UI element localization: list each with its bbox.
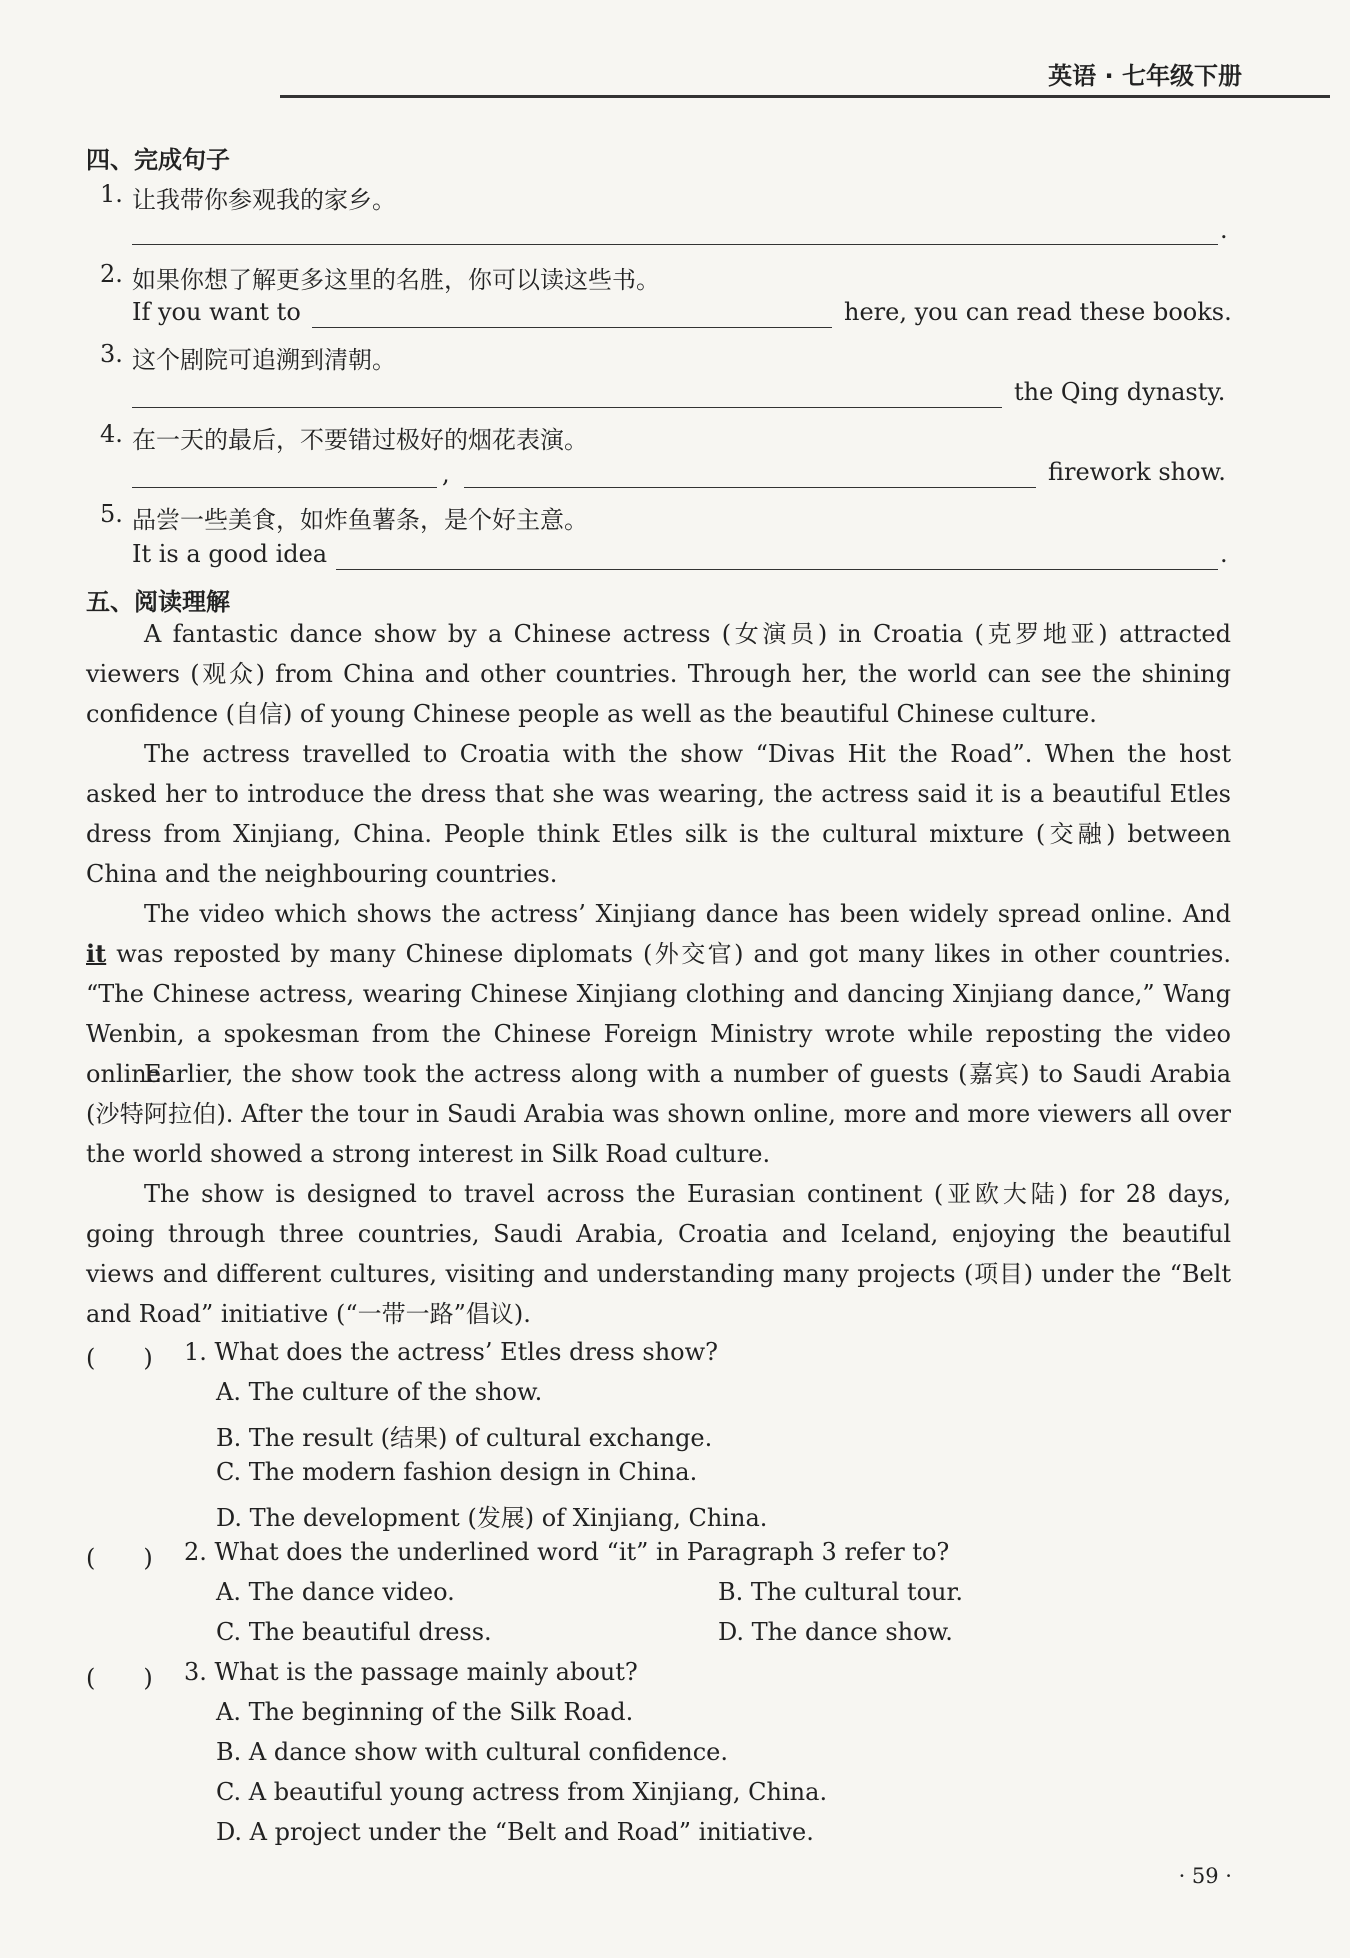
item5-number: 5.	[100, 500, 123, 528]
paragraph-3-rest: was reposted by many Chinese diplomats (外交官) and got many likes in other countries. “The Chinese actress, wearing Chinese Xinjiang clothing and dancing Xinjiang dance,” Wang Wenbin, a spokesman from the Chinese Foreign Ministry wrote while reposting the video online.	[86, 940, 1231, 1088]
passage-paragraph-2: The actress travelled to Croatia with the show “Divas Hit the Road”. When the host asked her to introduce the dress that she was wearing, the actress said it is a beautiful Etles dress from Xinjiang, China. People think Etles silk is the cultural mixture (交融) between China and the neighbouring countries.	[86, 740, 1231, 888]
item2-number: 2.	[100, 260, 123, 288]
item4-english-end: firework show.	[1048, 458, 1226, 486]
item3-english-end: the Qing dynasty.	[1014, 378, 1226, 406]
item2-chinese: 如果你想了解更多这里的名胜，你可以读这些书。	[132, 266, 660, 294]
header-title: 英语 · 七年级下册	[1048, 62, 1242, 90]
item5-answer-blank[interactable]	[336, 569, 1218, 570]
item1-answer-blank[interactable]	[132, 244, 1218, 245]
item4-answer-blank-1[interactable]	[132, 487, 437, 488]
question-1-option-a: A. The culture of the show.	[216, 1378, 543, 1406]
question-1-option-d: D. The development (发展) of Xinjiang, China.	[216, 1504, 768, 1532]
item2-english-start: If you want to	[132, 298, 301, 326]
section5-title: 五、阅读理解	[86, 588, 230, 616]
question-3-option-d: D. A project under the “Belt and Road” initiative.	[216, 1818, 814, 1846]
question-1-option-b: B. The result (结果) of cultural exchange.	[216, 1424, 713, 1452]
question-3-option-c: C. A beautiful young actress from Xinjiang, China.	[216, 1778, 828, 1806]
item3-chinese: 这个剧院可追溯到清朝。	[132, 346, 396, 374]
item3-number: 3.	[100, 340, 123, 368]
question-3-option-b: B. A dance show with cultural confidence.	[216, 1738, 729, 1766]
item2-answer-blank[interactable]	[312, 327, 832, 328]
item5-period: .	[1220, 540, 1228, 568]
item3-answer-blank[interactable]	[132, 407, 1002, 408]
item4-answer-blank-2[interactable]	[464, 487, 1036, 488]
item1-period: .	[1220, 216, 1228, 244]
question-3-answer-bracket[interactable]: ( )	[86, 1664, 153, 1692]
section4-title: 四、完成句子	[86, 146, 230, 174]
item4-number: 4.	[100, 420, 123, 448]
question-2-option-d: D. The dance show.	[718, 1618, 953, 1646]
question-3-text: 3. What is the passage mainly about?	[184, 1658, 638, 1686]
question-2-text: 2. What does the underlined word “it” in Paragraph 3 refer to?	[184, 1538, 950, 1566]
item5-english-start: It is a good idea	[132, 540, 328, 568]
question-1-option-c: C. The modern fashion design in China.	[216, 1458, 698, 1486]
passage-paragraph-5: The show is designed to travel across the Eurasian continent (亚欧大陆) for 28 days, going through three countries, Saudi Arabia, Croatia and Iceland, enjoying the beautiful views and different cultures, visiting and understanding many projects (项目) under the “Belt and Road” initiative (“一带一路”倡议).	[86, 1180, 1231, 1328]
item1-chinese: 让我带你参观我的家乡。	[132, 186, 396, 214]
question-2-answer-bracket[interactable]: ( )	[86, 1544, 153, 1572]
header-rule	[280, 95, 1330, 98]
item5-chinese: 品尝一些美食，如炸鱼薯条，是个好主意。	[132, 506, 588, 534]
passage-paragraph-4: Earlier, the show took the actress along with a number of guests (嘉宾) to Saudi Arabia (沙特阿拉伯). After the tour in Saudi Arabia was shown online, more and more viewers all over the world showed a strong interest in Silk Road culture.	[86, 1060, 1231, 1168]
question-2-option-b: B. The cultural tour.	[718, 1578, 963, 1606]
underlined-word-it: it	[86, 939, 107, 968]
passage-paragraph-1: A fantastic dance show by a Chinese actress (女演员) in Croatia (克罗地亚) attracted viewers (观众) from China and other countries. Through her, the world can see the shining confidence (自信) of young Chinese people as well as the beautiful Chinese culture.	[86, 620, 1231, 728]
question-2-option-c: C. The beautiful dress.	[216, 1618, 492, 1646]
question-3-option-a: A. The beginning of the Silk Road.	[216, 1698, 634, 1726]
question-1-text: 1. What does the actress’ Etles dress show?	[184, 1338, 719, 1366]
question-2-option-a: A. The dance video.	[216, 1578, 455, 1606]
paragraph-3-start: The video which shows the actress’ Xinjiang dance has been widely spread online. And	[144, 900, 1231, 928]
page-number: · 59 ·	[1178, 1864, 1232, 1888]
item4-chinese: 在一天的最后，不要错过极好的烟花表演。	[132, 426, 588, 454]
item2-english-end: here, you can read these books.	[844, 298, 1232, 326]
question-1-answer-bracket[interactable]: ( )	[86, 1344, 153, 1372]
item4-comma: ,	[442, 460, 450, 488]
item1-number: 1.	[100, 180, 123, 208]
